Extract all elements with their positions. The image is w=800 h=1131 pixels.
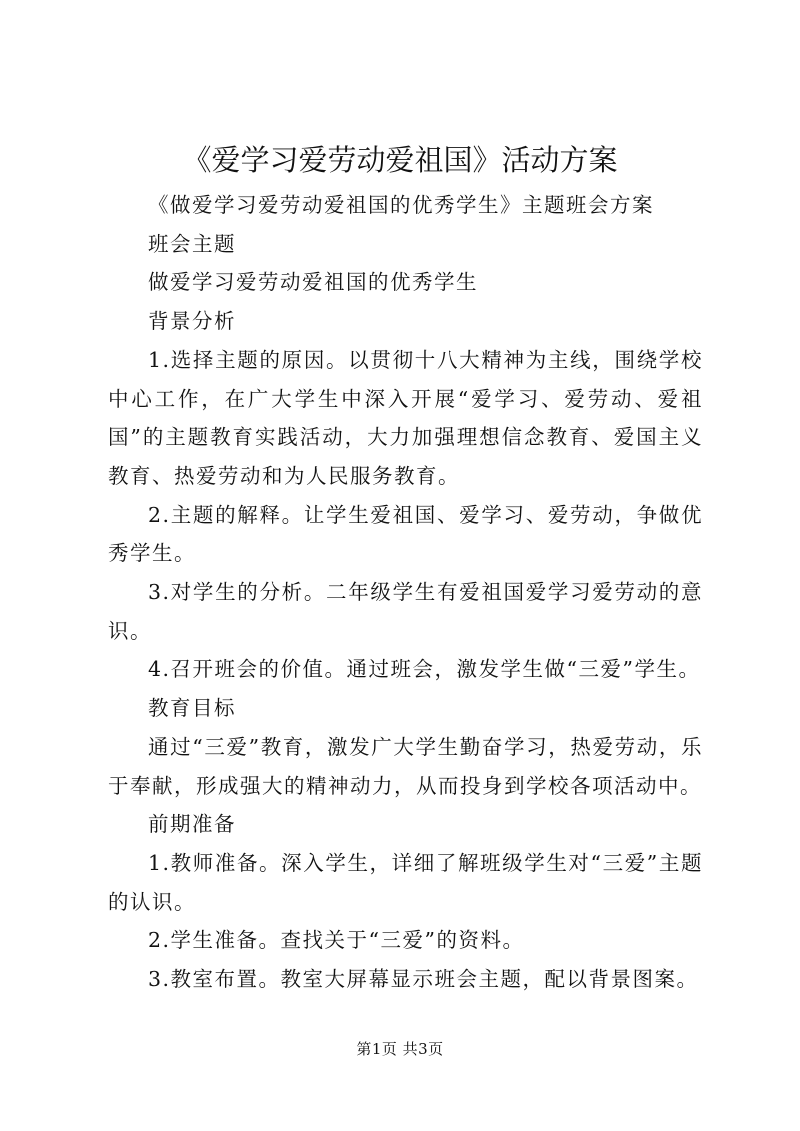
paragraph-subtitle: 《做爱学习爱劳动爱祖国的优秀学生》主题班会方案 bbox=[148, 193, 654, 217]
paragraph-student-prep: 2.学生准备。查找关于“三爱”的资料。 bbox=[148, 928, 525, 953]
heading-preparation: 前期准备 bbox=[148, 812, 236, 837]
paragraph-teacher-prep: 1.教师准备。深入学生，详细了解班级学生对“三爱”主题的认识。 bbox=[108, 850, 703, 914]
heading-education-goals: 教育目标 bbox=[148, 696, 236, 721]
paragraph-explanation: 2.主题的解释。让学生爱祖国、爱学习、爱劳动，争做优秀学生。 bbox=[108, 502, 703, 566]
document-body bbox=[108, 186, 703, 999]
document-title: 《爱学习爱劳动爱祖国》活动方案 bbox=[182, 143, 618, 177]
paragraph-student-analysis: 3.对学生的分析。二年级学生有爱祖国爱学习爱劳动的意识。 bbox=[108, 580, 703, 643]
paragraph-reason: 1.选择主题的原因。以贯彻十八大精神为主线，围绕学校中心工作，在广大学生中深入开展“爱学习、爱劳动、爱祖国”的主题教育实践活动，大力加强理想信念教育、爱国主义教育、热爱劳动和为人民服务教育。 bbox=[108, 347, 703, 488]
page-footer: 第1页 共3页 bbox=[356, 1040, 444, 1058]
paragraph-classroom-setup: 3.教室布置。教室大屏幕显示班会主题，配以背景图案。 bbox=[148, 967, 699, 992]
paragraph-goals: 通过“三爱”教育，激发广大学生勤奋学习，热爱劳动，乐于奉献，形成强大的精神动力，从而投身到学校各项活动中。 bbox=[108, 734, 703, 798]
paragraph-class-theme: 做爱学习爱劳动爱祖国的优秀学生 bbox=[148, 270, 478, 295]
paragraph-value: 4.召开班会的价值。通过班会，激发学生做“三爱”学生。 bbox=[148, 657, 701, 682]
heading-background-analysis: 背景分析 bbox=[148, 309, 236, 334]
heading-class-theme: 班会主题 bbox=[148, 231, 236, 256]
